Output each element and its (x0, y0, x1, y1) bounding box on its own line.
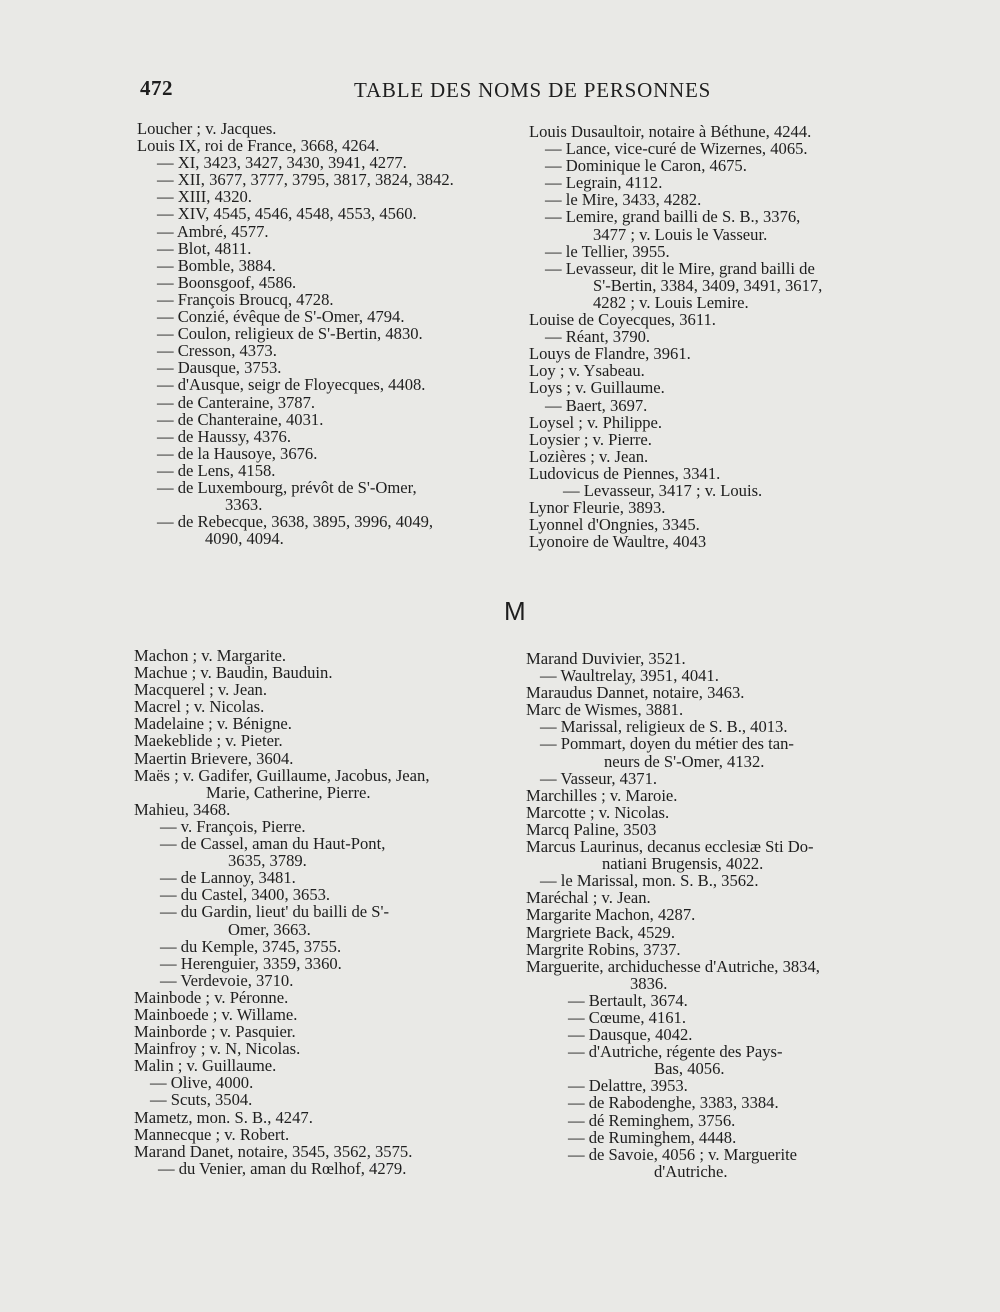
index-entry: — le Mire, 3433, 4282. (545, 190, 702, 210)
index-entry: — Vasseur, 4371. (540, 768, 658, 788)
index-entry: 3836. (630, 973, 668, 993)
index-entry: Maréchal ; v. Jean. (526, 888, 651, 908)
index-entry: — Bertault, 3674. (568, 990, 688, 1010)
index-entry: Mainborde ; v. Pasquier. (134, 1022, 296, 1042)
index-entry: Marand Danet, notaire, 3545, 3562, 3575. (134, 1141, 413, 1161)
index-entry: Marchilles ; v. Maroie. (526, 785, 678, 805)
index-entry: — Dausque, 4042. (568, 1025, 693, 1045)
index-entry: — Levasseur, dit le Mire, grand bailli de (545, 258, 815, 278)
index-entry: Maertin Brievere, 3604. (134, 748, 294, 768)
index-entry: — XI, 3423, 3427, 3430, 3941, 4277. (157, 153, 407, 173)
index-entry: Maraudus Dannet, notaire, 3463. (526, 683, 745, 703)
section-letter: M (504, 596, 526, 626)
index-entry: — Baert, 3697. (545, 395, 648, 415)
index-entry: — de Chanteraine, 4031. (157, 409, 324, 429)
index-entry: Marand Duvivier, 3521. (526, 649, 686, 668)
index-entry: Maekeblide ; v. Pieter. (134, 731, 283, 751)
index-entry: — de Lens, 4158. (157, 460, 276, 480)
index-entry: — Réant, 3790. (545, 327, 651, 347)
index-entry: natiani Brugensis, 4022. (602, 854, 764, 874)
index-entry: Louis Dusaultoir, notaire à Béthune, 4244. (529, 122, 812, 141)
index-entry: — Bomble, 3884. (157, 255, 276, 275)
index-entry: — Lance, vice-curé de Wizernes, 4065. (545, 139, 808, 159)
index-entry: — dé Reminghem, 3756. (568, 1110, 736, 1130)
index-column-l-right (529, 123, 909, 550)
index-entry: — Ambré, 4577. (157, 221, 269, 241)
index-entry: Loys ; v. Guillaume. (529, 378, 665, 398)
index-entry: Marie, Catherine, Pierre. (206, 782, 371, 802)
index-entry: — de Canteraine, 3787. (157, 392, 316, 412)
index-entry: — Pommart, doyen du métier des tan- (540, 734, 794, 754)
index-entry: — du Kemple, 3745, 3755. (160, 936, 342, 956)
index-entry: — de Luxembourg, prévôt de S'-Omer, (157, 477, 417, 497)
index-entry: — Scuts, 3504. (150, 1090, 253, 1110)
index-entry: — du Gardin, lieut' du bailli de S'- (160, 902, 390, 922)
index-column-m-left (134, 647, 514, 1177)
index-entry: — Boonsgoof, 4586. (157, 272, 297, 292)
index-entry: Marcotte ; v. Nicolas. (526, 802, 670, 822)
index-entry: — Legrain, 4112. (545, 173, 663, 193)
index-entry: — de Ruminghem, 4448. (568, 1127, 737, 1147)
index-entry: — de Rebecque, 3638, 3895, 3996, 4049, (157, 512, 434, 532)
page-number: 472 (140, 76, 173, 100)
index-entry: — Dominique le Caron, 4675. (545, 156, 747, 176)
running-title: TABLE DES NOMS DE PERSONNES (354, 78, 712, 102)
index-entry: — Conzié, évêque de S'-Omer, 4794. (157, 307, 405, 327)
index-entry: Macrel ; v. Nicolas. (134, 697, 265, 717)
index-entry: — de Savoie, 4056 ; v. Marguerite (568, 1144, 798, 1164)
index-entry: — du Castel, 3400, 3653. (160, 885, 331, 905)
index-entry: — du Venier, aman du Rœlhof, 4279. (158, 1158, 407, 1178)
index-entry: — le Marissal, mon. S. B., 3562. (540, 871, 759, 891)
index-entry: 3635, 3789. (228, 851, 307, 871)
index-entry: — Levasseur, 3417 ; v. Louis. (563, 480, 763, 500)
index-entry: — de Haussy, 4376. (157, 426, 291, 446)
index-entry: Bas, 4056. (654, 1059, 725, 1079)
index-entry: Machon ; v. Margarite. (134, 646, 287, 665)
index-entry: 4282 ; v. Louis Lemire. (593, 292, 749, 312)
index-entry: d'Autriche. (654, 1161, 728, 1181)
index-entry: Mainboede ; v. Willame. (134, 1004, 298, 1024)
index-entry: Mametz, mon. S. B., 4247. (134, 1107, 313, 1127)
index-entry: 3477 ; v. Louis le Vasseur. (593, 224, 768, 244)
index-entry: — Lemire, grand bailli de S. B., 3376, (545, 207, 801, 227)
index-entry: — Olive, 4000. (150, 1073, 254, 1093)
index-entry: Lozières ; v. Jean. (529, 446, 649, 466)
index-entry: Margarite Machon, 4287. (526, 905, 696, 925)
index-column-m-right (526, 650, 906, 1180)
index-entry: Omer, 3663. (228, 919, 311, 939)
index-entry: — Cœume, 4161. (568, 1007, 686, 1027)
index-column-l-left (137, 120, 512, 547)
index-entry: — de la Hausoye, 3676. (157, 443, 318, 463)
index-entry: Margriete Back, 4529. (526, 922, 675, 942)
index-entry: Marc de Wismes, 3881. (526, 700, 684, 720)
index-entry: — Dausque, 3753. (157, 358, 282, 378)
index-entry: — de Cassel, aman du Haut-Pont, (160, 834, 386, 854)
index-entry: Louys de Flandre, 3961. (529, 344, 691, 364)
index-entry: — le Tellier, 3955. (545, 241, 670, 261)
index-entry: Loucher ; v. Jacques. (137, 119, 277, 138)
index-entry: — Herenguier, 3359, 3360. (160, 953, 342, 973)
index-entry: — d'Autriche, régente des Pays- (568, 1042, 783, 1062)
index-entry: — de Lannoy, 3481. (160, 868, 296, 888)
index-entry: Mainbode ; v. Péronne. (134, 987, 289, 1007)
index-entry: — XII, 3677, 3777, 3795, 3817, 3824, 3842. (157, 170, 454, 190)
index-entry: Marcus Laurinus, decanus ecclesiæ Sti Do- (526, 837, 814, 857)
index-entry: — de Rabodenghe, 3383, 3384. (568, 1093, 779, 1113)
index-entry: Malin ; v. Guillaume. (134, 1056, 277, 1076)
index-entry: — Marissal, religieux de S. B., 4013. (540, 717, 788, 737)
index-entry: Louise de Coyecques, 3611. (529, 310, 716, 330)
index-entry: Lynor Fleurie, 3893. (529, 498, 666, 518)
index-entry: — Delattre, 3953. (568, 1076, 688, 1096)
index-entry: — Waultrelay, 3951, 4041. (540, 666, 719, 686)
index-entry: — Coulon, religieux de S'-Bertin, 4830. (157, 324, 423, 344)
index-entry: Louis IX, roi de France, 3668, 4264. (137, 136, 380, 156)
index-entry: — d'Ausque, seigr de Floyecques, 4408. (157, 375, 426, 395)
index-entry: Loy ; v. Ysabeau. (529, 361, 645, 381)
index-entry: — XIV, 4545, 4546, 4548, 4553, 4560. (157, 204, 417, 224)
index-entry: neurs de S'-Omer, 4132. (604, 751, 765, 771)
index-entry: Ludovicus de Piennes, 3341. (529, 463, 721, 483)
index-entry: — Cresson, 4373. (157, 341, 277, 361)
index-entry: Lyonnel d'Ongnies, 3345. (529, 515, 700, 535)
index-entry: — Blot, 4811. (157, 238, 252, 258)
index-entry: 4090, 4094. (205, 529, 284, 549)
index-entry: Marguerite, archiduchesse d'Autriche, 3834, (526, 956, 820, 976)
index-entry: Mahieu, 3468. (134, 799, 231, 819)
index-entry: S'-Bertin, 3384, 3409, 3491, 3617, (593, 275, 823, 295)
index-entry: 3363. (225, 495, 263, 515)
index-entry: Loysier ; v. Pierre. (529, 429, 652, 449)
index-entry: — XIII, 4320. (157, 187, 252, 207)
index-entry: Marcq Paline, 3503 (526, 819, 657, 839)
index-entry: Mainfroy ; v. N, Nicolas. (134, 1039, 301, 1059)
index-entry: — François Broucq, 4728. (157, 289, 334, 309)
index-entry: Margrite Robins, 3737. (526, 939, 681, 959)
index-entry: — v. François, Pierre. (160, 816, 306, 836)
index-entry: Mannecque ; v. Robert. (134, 1124, 290, 1144)
index-entry: — Verdevoie, 3710. (160, 970, 294, 990)
index-entry: Macquerel ; v. Jean. (134, 680, 268, 700)
index-entry: Machue ; v. Baudin, Bauduin. (134, 663, 333, 683)
index-entry: Madelaine ; v. Bénigne. (134, 714, 292, 734)
index-entry: Maës ; v. Gadifer, Guillaume, Jacobus, Jean, (134, 765, 430, 785)
index-entry: Lyonoire de Waultre, 4043 (529, 532, 707, 552)
index-entry: Loysel ; v. Philippe. (529, 412, 663, 432)
